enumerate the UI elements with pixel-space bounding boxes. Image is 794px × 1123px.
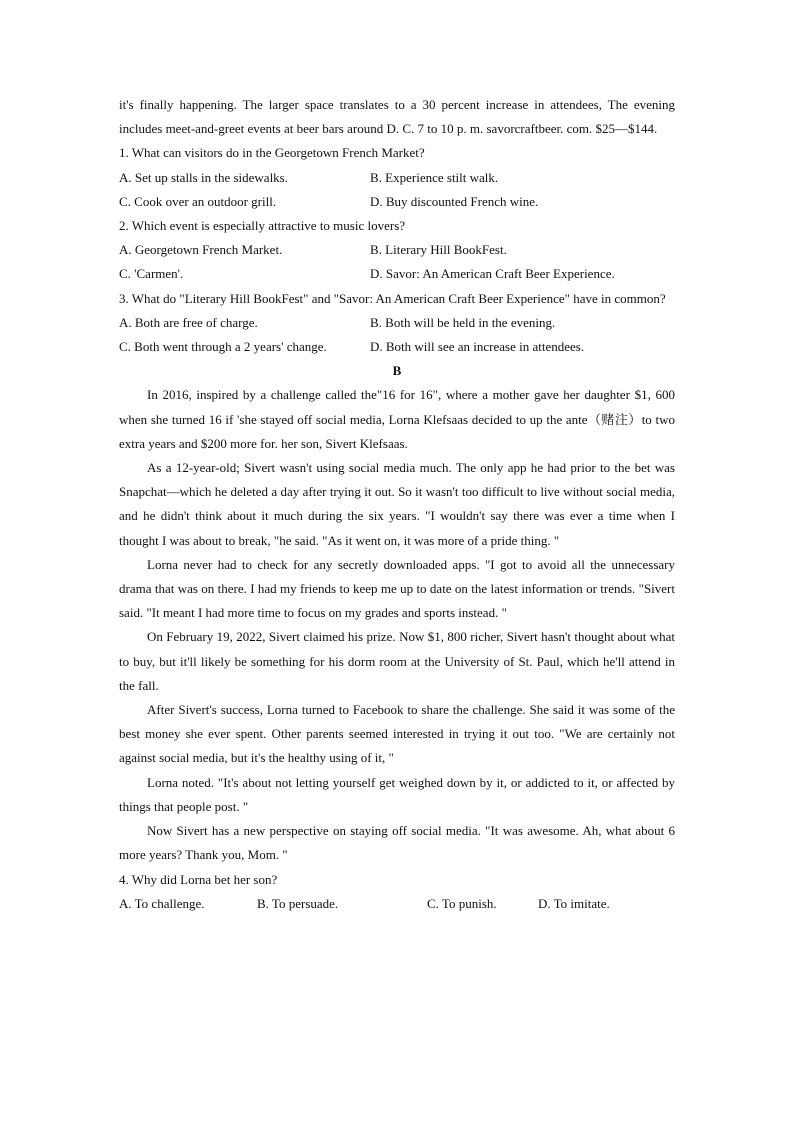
option-a: A. Georgetown French Market. bbox=[119, 242, 283, 258]
option-c: C. To punish. bbox=[427, 895, 497, 911]
option-c: C. Cook over an outdoor grill. bbox=[119, 193, 277, 209]
passage-paragraph: After Sivert's success, Lorna turned to Facebook to share the challenge. She said it was some of the best money she ever spent. Other parents seemed interested in trying it out too. "We are certainly not against social media, but it's the healthy using of it, " bbox=[119, 702, 675, 766]
intro-paragraph: it's finally happening. The larger space translates to a 30 percent increase in attendees, The evening includes meet-and-greet events at beer bars around D. C. 7 to 10 p. m. savorcraftbeer. com. $25—$144. bbox=[119, 97, 675, 137]
option-d: D. Savor: An American Craft Beer Experience. bbox=[370, 266, 615, 282]
question-stem: 3. What do "Literary Hill BookFest" and "Savor: An American Craft Beer Experience" have in common? bbox=[119, 290, 666, 306]
option-b: B. Both will be held in the evening. bbox=[370, 314, 556, 330]
passage-paragraph: On February 19, 2022, Sivert claimed his prize. Now $1, 800 richer, Sivert hasn't thought about what to buy, but it'll likely be something for his dorm room at the University of St. Paul, which he'll attend in the fall. bbox=[119, 629, 675, 693]
option-a: A. To challenge. bbox=[119, 895, 205, 911]
passage-paragraph: Lorna never had to check for any secretly downloaded apps. "I got to avoid all the unnecessary drama that was on there. I had my friends to keep me up to date on the latest information or trends. "Sivert said. "It meant I had more time to focus on my grades and sports instead. " bbox=[119, 556, 675, 621]
option-a: A. Set up stalls in the sidewalks. bbox=[119, 169, 288, 185]
option-row bbox=[119, 335, 675, 359]
question-2 bbox=[119, 214, 675, 287]
question-stem: 2. Which event is especially attractive to music lovers? bbox=[119, 218, 406, 234]
option-d: D. Both will see an increase in attendees. bbox=[370, 339, 585, 355]
option-row bbox=[119, 190, 675, 214]
option-row bbox=[119, 262, 675, 286]
document-page bbox=[119, 93, 675, 916]
passage-paragraph: Lorna noted. "It's about not letting yourself get weighed down by it, or addicted to it, or affected by things that people post. " bbox=[119, 774, 675, 814]
option-b: B. Literary Hill BookFest. bbox=[370, 242, 507, 258]
passage-paragraph: As a 12-year-old; Sivert wasn't using social media much. The only app he had prior to the bet was Snapchat—which he deleted a day after trying it out. So it wasn't too difficult to live without social media, and he didn't think about it much during the six years. "I wouldn't say there was ever a time when I thought I was about to break, "he said. "As it went on, it was more of a pride thing. " bbox=[119, 460, 675, 548]
question-stem: 1. What can visitors do in the Georgetown French Market? bbox=[119, 145, 425, 161]
option-a: A. Both are free of charge. bbox=[119, 314, 258, 330]
option-d: D. Buy discounted French wine. bbox=[370, 193, 539, 209]
option-b: B. To persuade. bbox=[257, 895, 339, 911]
passage-paragraph: Now Sivert has a new perspective on staying off social media. "It was awesome. Ah, what about 6 more years? Thank you, Mom. " bbox=[119, 823, 675, 863]
question-stem: 4. Why did Lorna bet her son? bbox=[119, 871, 278, 887]
option-row bbox=[119, 238, 675, 262]
option-row bbox=[119, 166, 675, 190]
option-row bbox=[119, 311, 675, 335]
option-c: C. Both went through a 2 years' change. bbox=[119, 339, 327, 355]
question-1 bbox=[119, 141, 675, 214]
option-c: C. 'Carmen'. bbox=[119, 266, 184, 282]
option-row bbox=[119, 892, 675, 916]
passage-paragraph: In 2016, inspired by a challenge called the"16 for 16", where a mother gave her daughter $1, 600 when she turned 16 if 'she stayed off social media, Lorna Klefsaas decided to up the ante（赌注）to two extra years and $200 more for. her son, Sivert Klefsaas. bbox=[119, 387, 675, 451]
section-title: B bbox=[392, 363, 402, 379]
option-d: D. To imitate. bbox=[538, 895, 610, 911]
question-3 bbox=[119, 287, 675, 360]
question-4 bbox=[119, 868, 675, 916]
option-b: B. Experience stilt walk. bbox=[370, 169, 499, 185]
